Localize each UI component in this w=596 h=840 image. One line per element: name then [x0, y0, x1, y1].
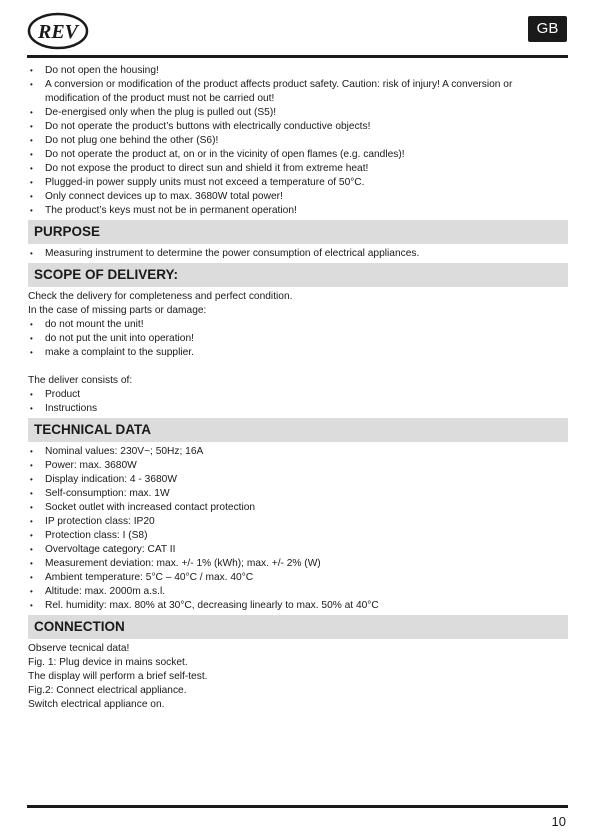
scope-heading: SCOPE OF DELIVERY:: [28, 263, 568, 287]
scope-intro-line: In the case of missing parts or damage:: [28, 305, 207, 316]
technical-item: • Nominal values: 230V~; 50Hz; 16A: [28, 445, 568, 459]
contents-list: [28, 388, 568, 416]
damage-item: • make a complaint to the supplier.: [28, 346, 568, 360]
connection-text: [28, 642, 568, 712]
purpose-list: [28, 247, 568, 261]
safety-item: • Do not open the housing!: [28, 64, 568, 78]
safety-item: • Only connect devices up to max. 3680W total power!: [28, 190, 568, 204]
scope-intro-line: Check the delivery for completeness and perfect condition.: [28, 291, 293, 302]
technical-heading: TECHNICAL DATA: [28, 418, 568, 442]
damage-item: • do not mount the unit!: [28, 318, 568, 332]
safety-item: • The product’s keys must not be in permanent operation!: [28, 204, 568, 218]
safety-item: • Do not plug one behind the other (S6)!: [28, 134, 568, 148]
scope-intro: [28, 290, 568, 318]
contents-item: • Product: [28, 388, 568, 402]
purpose-item: • Measuring instrument to determine the power consumption of electrical appliances.: [28, 247, 568, 261]
connection-heading: CONNECTION: [28, 615, 568, 639]
page-content: [28, 64, 568, 712]
technical-item: • Overvoltage category: CAT II: [28, 543, 568, 557]
connection-line: Fig.2: Connect electrical appliance.: [28, 685, 187, 696]
top-divider: [27, 55, 568, 58]
page-number: 10: [551, 814, 566, 829]
technical-item: • Display indication: 4 - 3680W: [28, 473, 568, 487]
safety-list: [28, 64, 568, 218]
connection-line: Switch electrical appliance on.: [28, 699, 165, 710]
language-badge: GB: [528, 16, 567, 42]
safety-item: • Do not operate the product at, on or in the vicinity of open flames (e.g. candles)!: [28, 148, 568, 162]
technical-item: • Altitude: max. 2000m a.s.l.: [28, 585, 568, 599]
connection-line: Observe tecnical data!: [28, 643, 130, 654]
bottom-divider: [27, 805, 568, 808]
damage-item: • do not put the unit into operation!: [28, 332, 568, 346]
technical-item: • Power: max. 3680W: [28, 459, 568, 473]
connection-line: The display will perform a brief self-test.: [28, 671, 208, 682]
safety-item: • De-energised only when the plug is pulled out (S5)!: [28, 106, 568, 120]
technical-item: • Socket outlet with increased contact protection: [28, 501, 568, 515]
technical-item: • Rel. humidity: max. 80% at 30°C, decreasing linearly to max. 50% at 40°C: [28, 599, 568, 613]
connection-line: Fig. 1: Plug device in mains socket.: [28, 657, 188, 668]
contents-label: The deliver consists of:: [28, 375, 133, 386]
technical-list: [28, 445, 568, 613]
rev-logo: [27, 12, 89, 50]
technical-item: • IP protection class: IP20: [28, 515, 568, 529]
damage-list: [28, 318, 568, 360]
safety-item: • A conversion or modification of the product affects product safety. Caution: risk of injury! A conversion or modification of the product must not be carried out!: [28, 78, 568, 106]
logo-text: REV: [37, 21, 79, 43]
safety-item: • Do not expose the product to direct sun and shield it from extreme heat!: [28, 162, 568, 176]
technical-item: • Self-consumption: max. 1W: [28, 487, 568, 501]
technical-item: • Ambient temperature: 5°C – 40°C / max. 40°C: [28, 571, 568, 585]
technical-item: • Measurement deviation: max. +/- 1% (kWh); max. +/- 2% (W): [28, 557, 568, 571]
purpose-heading: PURPOSE: [28, 220, 568, 244]
safety-item: • Plugged-in power supply units must not exceed a temperature of 50°C.: [28, 176, 568, 190]
contents-item: • Instructions: [28, 402, 568, 416]
safety-item: • Do not operate the product’s buttons with electrically conductive objects!: [28, 120, 568, 134]
technical-item: • Protection class: I (S8): [28, 529, 568, 543]
